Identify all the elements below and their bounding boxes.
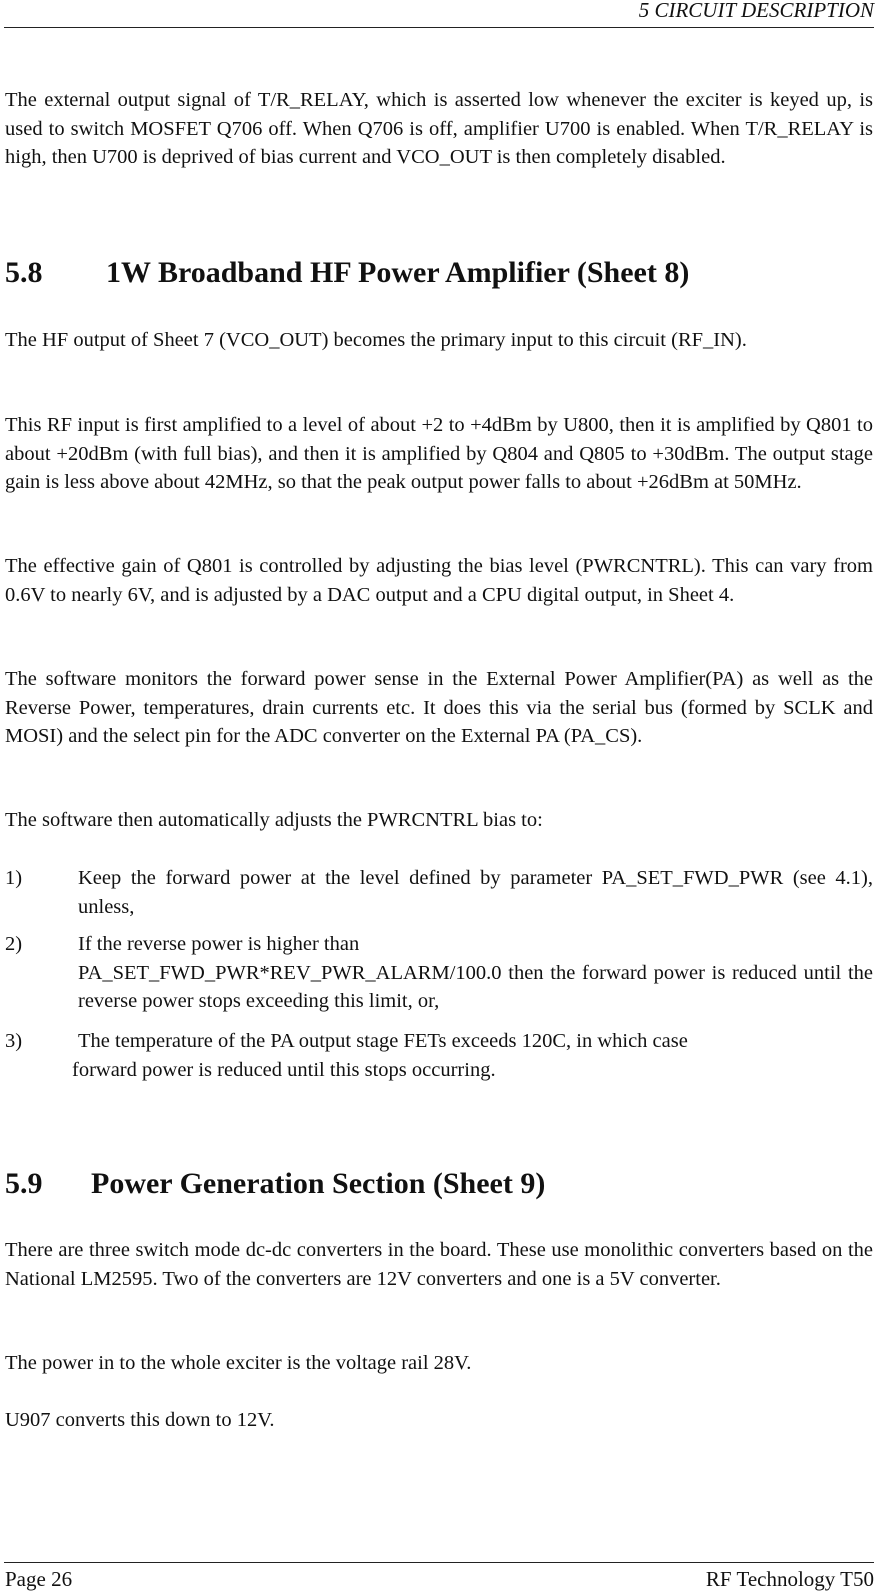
- section-number: 5.8: [5, 256, 43, 289]
- section-title: 1W Broadband HF Power Amplifier (Sheet 8): [106, 256, 690, 289]
- section-number: 5.9: [5, 1167, 43, 1200]
- section-5-8-heading: [5, 256, 689, 290]
- list-number: 1): [5, 867, 23, 889]
- paragraph: The software monitors the forward power sense in the External Power Amplifier(PA) as well as the Reverse Power, temperatures, drain currents etc. It does this via the serial bus (formed by SCLK and MOSI) and the select pin for the ADC converter on the External PA (PA_CS).: [5, 668, 873, 747]
- paragraph: This RF input is first amplified to a level of about +2 to +4dBm by U800, then it is amplified by Q801 to about +20dBm (with full bias), and then it is amplified by Q804 and Q805 to +30dBm. The output stage gain is less above about 42MHz, so that the peak output power falls to about +26dBm at 50MHz.: [5, 414, 873, 493]
- list-text: forward power is reduced until this stops occurring.: [72, 1058, 496, 1081]
- paragraph: The software then automatically adjusts the PWRCNTRL bias to:: [5, 809, 543, 831]
- paragraph: The HF output of Sheet 7 (VCO_OUT) becomes the primary input to this circuit (RF_IN).: [5, 329, 747, 351]
- list-text: PA_SET_FWD_PWR*REV_PWR_ALARM/100.0 then the forward power is reduced until the reverse power stops exceeding this limit, or,: [78, 961, 873, 1012]
- paragraph: The power in to the whole exciter is the voltage rail 28V.: [5, 1352, 472, 1374]
- list-text: The temperature of the PA output stage FETs exceeds 120C, in which case: [78, 1030, 688, 1052]
- paragraph: There are three switch mode dc-dc converters in the board. These use monolithic converters based on the National LM2595. Two of the converters are 12V converters and one is a 5V converter.: [5, 1239, 873, 1290]
- footer-rule: [4, 1562, 874, 1563]
- paragraph: The effective gain of Q801 is controlled by adjusting the bias level (PWRCNTRL). This can vary from 0.6V to nearly 6V, and is adjusted by a DAC output and a CPU digital output, in Sheet 4.: [5, 555, 873, 606]
- page-number: Page 26: [5, 1567, 73, 1591]
- section-5-9-heading: [5, 1167, 545, 1201]
- list-text: Keep the forward power at the level defined by parameter PA_SET_FWD_PWR (see 4.1), unless,: [78, 867, 873, 918]
- list-number: 2): [5, 933, 23, 955]
- product-name: RF Technology T50: [705, 1567, 874, 1591]
- section-title: Power Generation Section (Sheet 9): [91, 1167, 546, 1200]
- list-number: 3): [5, 1030, 23, 1052]
- intro-paragraph: The external output signal of T/R_RELAY, which is asserted low whenever the exciter is keyed up, is used to switch MOSFET Q706 off. When Q706 is off, amplifier U700 is enabled. When T/R_RELAY is high, then U700 is deprived of bias current and VCO_OUT is then completely disabled.: [5, 89, 873, 168]
- paragraph: U907 converts this down to 12V.: [5, 1409, 275, 1431]
- list-item-2: [5, 930, 873, 1016]
- list-item-3: [5, 1027, 873, 1084]
- header-title: 5 CIRCUIT DESCRIPTION: [638, 0, 874, 22]
- header-rule: [4, 27, 874, 28]
- list-item-1: [5, 864, 873, 921]
- list-text: If the reverse power is higher than: [78, 933, 360, 955]
